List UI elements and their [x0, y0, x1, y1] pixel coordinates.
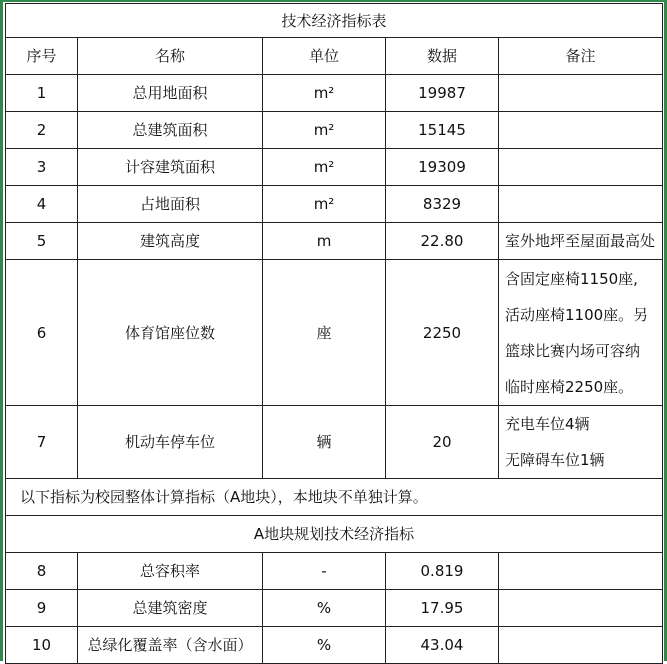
cell-name: 总绿化覆盖率（含水面） [78, 627, 263, 664]
sub-table-title: A地块规划技术经济指标 [6, 516, 663, 553]
cell-no: 8 [6, 553, 78, 590]
cell-value: 2250 [386, 260, 499, 406]
table-row [6, 590, 663, 627]
cell-no: 1 [6, 75, 78, 112]
cell-note [499, 186, 663, 223]
cell-no: 10 [6, 627, 78, 664]
table-header-row [6, 38, 663, 75]
cell-no: 9 [6, 590, 78, 627]
cell-unit: m² [263, 75, 386, 112]
cell-name: 体育馆座位数 [78, 260, 263, 406]
window-edge-top [0, 0, 667, 2]
cell-value: 0.819 [386, 553, 499, 590]
cell-note [499, 553, 663, 590]
cell-no: 3 [6, 149, 78, 186]
cell-note [499, 75, 663, 112]
table-row [6, 112, 663, 149]
remark-text: 以下指标为校园整体计算指标（A地块），本地块不单独计算。 [6, 479, 663, 516]
remark-row [6, 479, 663, 516]
note-line: 充电车位4辆 [505, 415, 590, 433]
cell-note [499, 112, 663, 149]
table-row [6, 260, 663, 406]
cell-unit: % [263, 590, 386, 627]
cell-value: 22.80 [386, 223, 499, 260]
table-row [6, 553, 663, 590]
cell-unit: m² [263, 112, 386, 149]
note-line: 临时座椅2250座。 [505, 377, 634, 396]
cell-value: 43.04 [386, 627, 499, 664]
cell-note [499, 223, 663, 260]
cell-no: 2 [6, 112, 78, 149]
cell-unit: m [263, 223, 386, 260]
cell-name: 总用地面积 [78, 75, 263, 112]
cell-unit: 辆 [263, 406, 386, 479]
cell-unit: m² [263, 186, 386, 223]
cell-name: 总建筑面积 [78, 112, 263, 149]
note-line: 活动座椅1100座。另 [505, 305, 649, 324]
table-row [6, 627, 663, 664]
cell-value: 19987 [386, 75, 499, 112]
table-row [6, 223, 663, 260]
cell-unit: % [263, 627, 386, 664]
note-line: 室外地坪至屋面最高处 [505, 232, 656, 250]
cell-value: 20 [386, 406, 499, 479]
cell-note [499, 260, 663, 406]
indicator-table [5, 3, 663, 664]
cell-unit: - [263, 553, 386, 590]
cell-note [499, 590, 663, 627]
header-cell-note: 备注 [499, 38, 663, 75]
table-row [6, 75, 663, 112]
window-edge-left [0, 0, 3, 661]
table-row [6, 186, 663, 223]
table-row [6, 406, 663, 479]
header-cell-no: 序号 [6, 38, 78, 75]
subtitle-row [6, 516, 663, 553]
cell-value: 19309 [386, 149, 499, 186]
cell-name: 建筑高度 [78, 223, 263, 260]
cell-name: 机动车停车位 [78, 406, 263, 479]
cell-unit: 座 [263, 260, 386, 406]
cell-note [499, 149, 663, 186]
cell-no: 6 [6, 260, 78, 406]
cell-value: 17.95 [386, 590, 499, 627]
note-line: 含固定座椅1150座, [505, 269, 638, 288]
cell-note [499, 627, 663, 664]
cell-no: 5 [6, 223, 78, 260]
cell-no: 7 [6, 406, 78, 479]
cell-value: 15145 [386, 112, 499, 149]
cell-note [499, 406, 663, 479]
cell-value: 8329 [386, 186, 499, 223]
cell-name: 占地面积 [78, 186, 263, 223]
table-title-row [6, 4, 663, 38]
table-title: 技术经济指标表 [6, 4, 663, 38]
header-cell-value: 数据 [386, 38, 499, 75]
cell-no: 4 [6, 186, 78, 223]
header-cell-unit: 单位 [263, 38, 386, 75]
note-line: 篮球比赛内场可容纳 [505, 341, 641, 360]
table-row [6, 149, 663, 186]
header-cell-name: 名称 [78, 38, 263, 75]
cell-name: 总容积率 [78, 553, 263, 590]
cell-name: 总建筑密度 [78, 590, 263, 627]
cell-unit: m² [263, 149, 386, 186]
cell-name: 计容建筑面积 [78, 149, 263, 186]
note-line: 无障碍车位1辆 [505, 451, 605, 469]
